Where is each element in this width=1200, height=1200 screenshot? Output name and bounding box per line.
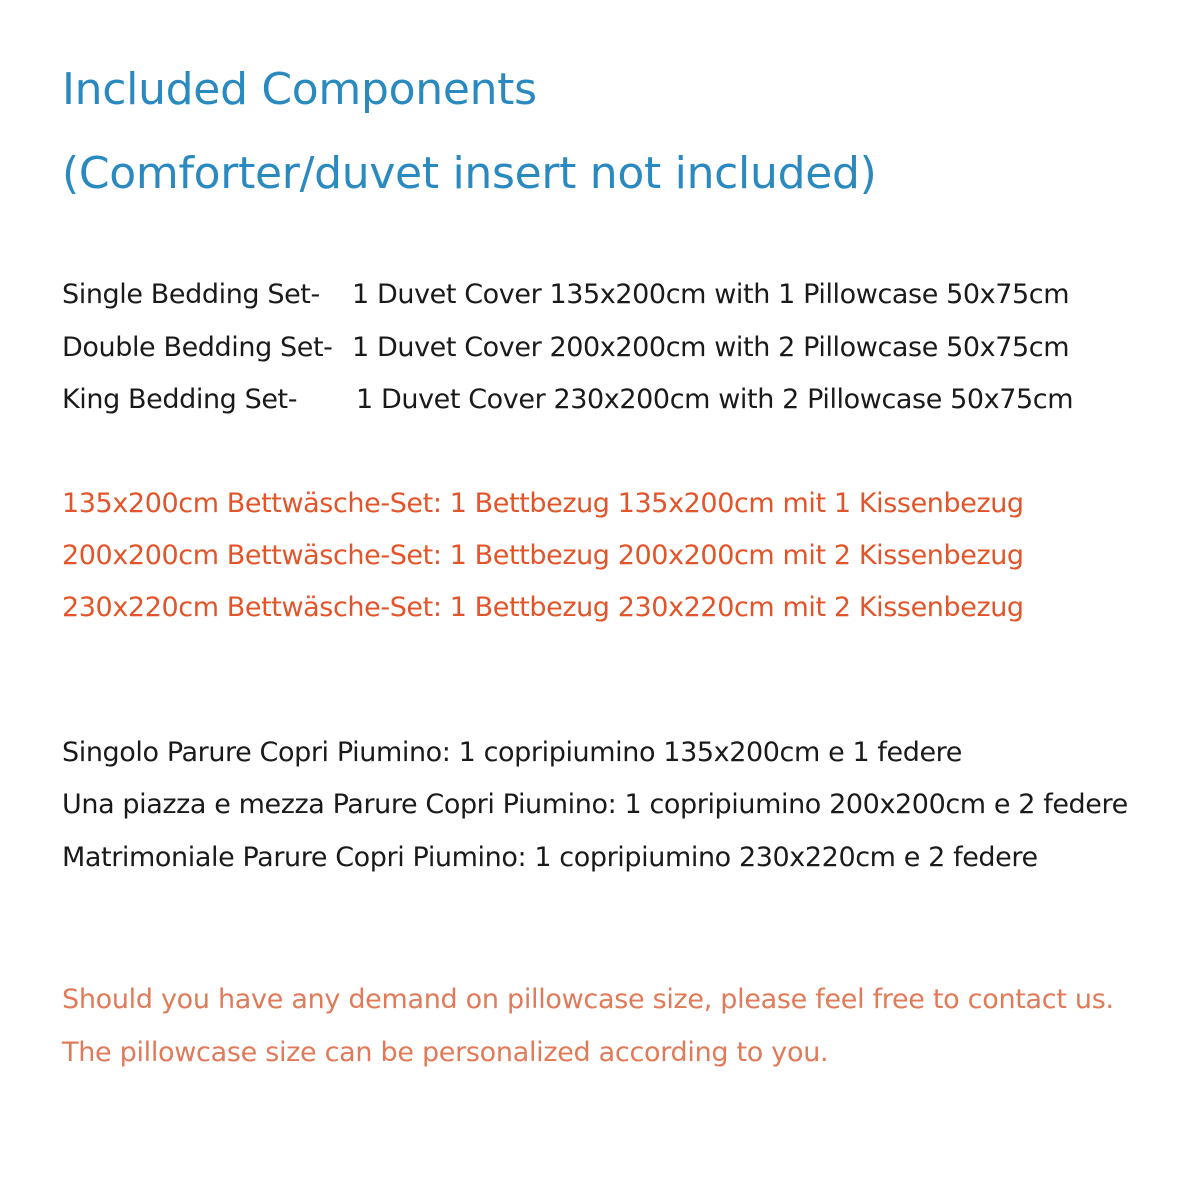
set-label: Double Bedding Set-	[62, 332, 333, 363]
english-set-double	[62, 331, 1069, 365]
italian-set-1: Singolo Parure Copri Piumino: 1 copripiumino 135x200cm e 1 federe	[62, 737, 963, 768]
set-value: 1 Duvet Cover 200x200cm with 2 Pillowcase 50x75cm	[352, 332, 1070, 363]
english-set-single	[62, 278, 1069, 312]
german-set-1: 135x200cm Bettwäsche-Set: 1 Bettbezug 135x200cm mit 1 Kissenbezug	[62, 488, 1024, 519]
personalize-note: The pillowcase size can be personalized according to you.	[62, 1037, 829, 1068]
set-value: 1 Duvet Cover 135x200cm with 1 Pillowcase 50x75cm	[352, 279, 1070, 310]
italian-set-2: Una piazza e mezza Parure Copri Piumino: 1 copripiumino 200x200cm e 2 federe	[62, 789, 1128, 820]
set-label: Single Bedding Set-	[62, 279, 320, 310]
german-set-2: 200x200cm Bettwäsche-Set: 1 Bettbezug 200x200cm mit 2 Kissenbezug	[62, 540, 1024, 571]
heading-title: Included Components	[62, 64, 537, 115]
italian-set-3: Matrimoniale Parure Copri Piumino: 1 copripiumino 230x220cm e 2 federe	[62, 842, 1038, 873]
contact-note: Should you have any demand on pillowcase size, please feel free to contact us.	[62, 984, 1114, 1015]
set-label: King Bedding Set-	[62, 384, 298, 415]
german-set-3: 230x220cm Bettwäsche-Set: 1 Bettbezug 230x220cm mit 2 Kissenbezug	[62, 592, 1024, 623]
english-set-king	[62, 383, 1073, 417]
heading-subtitle: (Comforter/duvet insert not included)	[62, 148, 877, 199]
set-value: 1 Duvet Cover 230x200cm with 2 Pillowcase 50x75cm	[356, 384, 1074, 415]
